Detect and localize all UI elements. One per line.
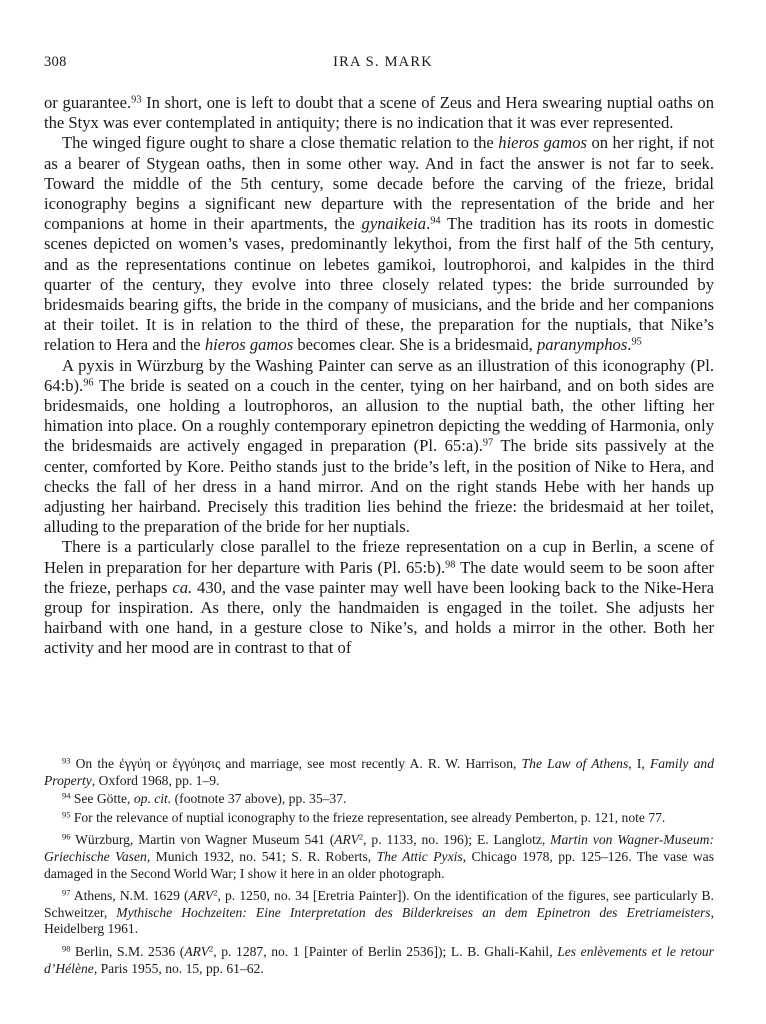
page-number: 308: [44, 54, 67, 70]
footnote-ref-97[interactable]: 97: [482, 437, 494, 449]
paragraph-1: or guarantee.$^{93}$ In short, one is left to doubt that a scene of Zeus and Hera swearing nuptial oaths on the Styx was ever contemplated in antiquity; there is no indication that it was ever represented.: [44, 93, 715, 133]
footnote-98: $^{98}$ Berlin, S.M. 2536 (ARV$^2$, p. 1287, no. 1 [Painter of Berlin 2536]); L. B. Ghali-Kahil, Les enlèvements et le retour d’Hélène, Paris 1955, no. 15, pp. 61–62.: [44, 943, 714, 976]
paragraph-4: There is a particularly close parallel to the frieze representation on a cup in Berlin, a scene of Helen in preparation for her departure with Paris (Pl. 65:b).$^{98}$ The date would seem to be soon after the frieze, perhaps ca. 430, and the vase painter may well have been looking back to the Nike-Hera group for inspiration. As there, only the handmaiden is engaged in the toilet. She adjusts her hairband with one hand, in a gesture close to Nike’s, and holds a mirror in the other. Both her activity and her mood are in contrast to that of: [44, 537, 714, 658]
footnote-ref-98[interactable]: 98: [445, 559, 456, 571]
footnote-ref-96[interactable]: 96: [83, 377, 94, 389]
footnote-ref-94[interactable]: 94: [430, 215, 441, 227]
paragraph-3: A pyxis in Würzburg by the Washing Painter can serve as an illustration of this iconography (Pl. 64:b).$^{96}$ The bride is seated on a couch in the center, tying on her hairband, and on both sides are bridesmaids, one holding a loutrophoros, an allusion to the nuptial bath, the other lifting her himation into place. On a roughly contemporary epinetron depicting the wedding of Harmonia, only the bridesmaids are actively engaged in preparation (Pl. 65:a).$^{97}$ The bride sits passively at the center, comforted by Kore. Peitho stands just to the bride’s left, in the position of Nike to Hera, and checks the fall of her dress in a hand mirror. And on the right stands Hebe with her hands up adjusting her hairband. Precisely this tradition lies behind the frieze: the bridesmaid at her toilet, alluding to the preparation of the bride for her nuptials.: [44, 355, 714, 537]
footnote-ref-95[interactable]: 95: [631, 336, 642, 348]
footnote-97: $^{97}$ Athens, N.M. 1629 (ARV$^2$, p. 1250, no. 34 [Eretria Painter]). On the identification of the figures, see particularly B. Schweitzer, Mythische Hochzeiten: Eine Interpretation des Bilderkreises an dem Epinetron des Eretriameisters, Heidelberg 1961.: [44, 887, 715, 937]
footnote-93: $^{93}$ On the ἐγγύη or ἐγγύησις and marriage, see most recently A. R. W. Harrison, The Law of Athens, I, Family and Property, Oxford 1968, pp. 1–9.: [44, 755, 715, 788]
footnote-95: $^{95}$ For the relevance of nuptial iconography to the frieze representation, see already Pemberton, p. 121, note 77.: [62, 809, 666, 825]
page-header: [44, 54, 722, 74]
running-head: IRA S. MARK: [333, 54, 433, 70]
footnote-ref-93[interactable]: 93: [131, 94, 142, 106]
body-text: [44, 93, 714, 659]
paragraph-2: The winged figure ought to share a close thematic relation to the hieros gamos on her right, if not as a bearer of Stygean oaths, then in some other way. And in fact the answer is not far to seek. Toward the middle of the 5th century, some decade before the carving of the frieze, bridal iconography begins a significant new departure with the representation of the bride and her companions at home in their apartments, the gynaikeia.$^{94}$ The tradition has its roots in domestic scenes depicted on women’s vases, predominantly lekythoi, from the first half of the 5th century, and as the representations continue on lebetes gamikoi, loutrophoroi, and kalpides in the third quarter of the century, they evolve into three closely related types: the bride surrounded by bridesmaids bearing gifts, the bride in the company of musicians, and the bride and her companions at their toilet. It is in relation to the third of these, the preparation for the nuptials, that Nike’s relation to Hera and the hieros gamos becomes clear. She is a bridesmaid, paranymphos.$^{95}$: [44, 133, 714, 355]
footnote-94: $^{94}$ See Götte, op. cit. (footnote 37 above), pp. 35–37.: [62, 790, 347, 807]
footnotes: [44, 756, 714, 979]
footnote-96: $^{96}$ Würzburg, Martin von Wagner Museum 541 (ARV$^2$, p. 1133, no. 196); E. Langlotz, Martin von Wagner-Museum: Griechische Vasen, Munich 1932, no. 541; S. R. Roberts, The Attic Pyxis, Chicago 1978, pp. 125–126. The vase was damaged in the Second World War; I show it here in an older photograph.: [44, 831, 714, 881]
